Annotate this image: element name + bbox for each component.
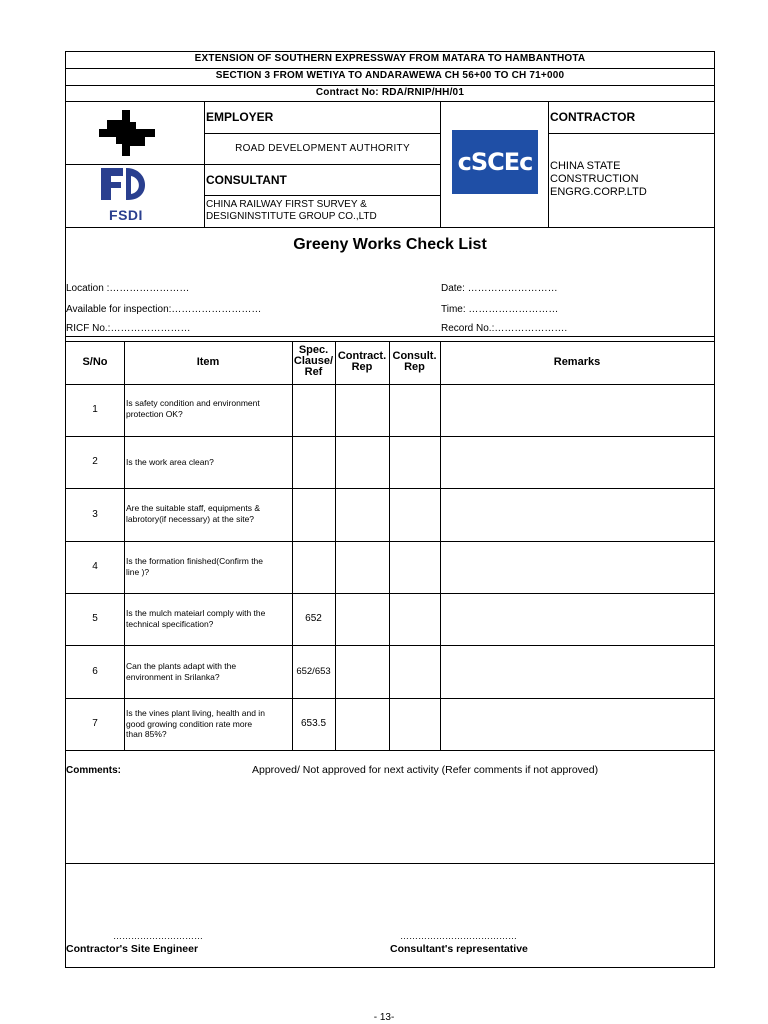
contractor-name-line-1: CHINA STATE [550,160,621,172]
row-item-line: Is safety condition and environment [126,398,260,408]
time-field: Time: ……………………… [441,304,559,315]
row-number: 2 [92,456,98,467]
header-item: Item [196,356,220,368]
employer-name: ROAD DEVELOPMENT AUTHORITY [235,143,410,154]
location-field: Location :…………………… [66,283,190,294]
header-contract-line-1: Contract. [337,350,387,362]
row-item [126,398,291,419]
row-item [126,608,291,629]
header-line-1: EXTENSION OF SOUTHERN EXPRESSWAY FROM MATARA TO HAMBANTHOTA [194,53,586,64]
row-number: 4 [92,561,98,572]
consultant-name-line-1: CHINA RAILWAY FIRST SURVEY & [206,199,367,210]
available-for-inspection-field: Available for inspection:……………………… [66,304,262,315]
row-number: 5 [92,613,98,624]
header-consult-rep [389,351,440,373]
row-item-line: Are the suitable staff, equipments & [126,503,261,513]
header-spec-line-1: Spec. [298,344,329,356]
row-item-line: than 85%? [126,729,167,739]
cscec-logo-text: cSCEc [457,148,533,176]
row-item [126,708,291,740]
header-contract-rep [335,351,389,373]
cscec-logo [452,130,538,194]
row-item-line: Is the formation finished(Confirm the [126,556,264,566]
comments-label: Comments: [66,765,122,776]
header-line-2: SECTION 3 FROM WETIYA TO ANDARAWEWA CH 56+00 TO CH 71+000 [215,70,565,81]
contractor-name-line-3: ENGRG.CORP.LTD [550,186,647,198]
row-item-line: labrotory(if necessary) at the site? [126,513,255,524]
employer-label: EMPLOYER [206,110,274,124]
checklist-title: Greeny Works Check List [293,236,487,253]
contractor-label: CONTRACTOR [550,110,636,124]
fsdi-logo [98,166,154,222]
row-spec: 653.5 [300,718,327,729]
header-consult-line-1: Consult. [392,350,437,362]
row-item-line: line )? [126,566,150,577]
consultant-signature-line: ………………………………… [400,931,517,941]
row-item-line: Is the vines plant living, health and in [126,708,265,718]
row-item-line: Is the mulch mateiarl comply with the [126,608,266,618]
row-item [126,457,291,468]
road-development-authority-logo [95,108,159,158]
header-contract-line-2: Rep [351,361,373,373]
header-spec [292,345,335,378]
consultant-representative-label: Consultant's representative [390,943,528,955]
row-spec: 652 [305,613,322,624]
header-sno: S/No [82,356,108,368]
row-number: 1 [92,404,98,415]
header-spec-line-2: Clause/ [293,355,334,367]
row-number: 3 [92,509,98,520]
row-item-line: technical specification? [126,618,214,629]
contractor-name-line-2: CONSTRUCTION [550,173,639,185]
consultant-label: CONSULTANT [206,173,287,187]
row-number: 7 [92,718,98,729]
row-spec: 652/653 [296,666,331,677]
ricf-number-field: RICF No.:…………………… [66,323,191,334]
header-remarks: Remarks [553,356,601,368]
row-item-line: environment in Srilanka? [126,671,220,682]
row-item-line: Is the work area clean? [126,457,214,467]
contractor-signature-line: ………………………… [113,931,203,941]
row-item [126,503,291,524]
fsdi-logo-text: FSDI [109,207,143,223]
row-number: 6 [92,666,98,677]
row-item-line: Can the plants adapt with the [126,661,237,671]
contractor-site-engineer-label: Contractor's Site Engineer [66,943,199,955]
row-item [126,661,291,682]
approval-text: Approved/ Not approved for next activity (Refer comments if not approved) [252,764,599,776]
row-item-line: good growing condition rate more [126,718,253,729]
page-number: - 13- [373,1012,395,1023]
contract-number: Contract No: RDA/RNIP/HH/01 [315,87,465,98]
header-spec-line-3: Ref [304,366,323,378]
header-consult-line-2: Rep [404,361,425,373]
record-number-field: Record No.:…………………. [441,323,568,334]
row-item-line: protection OK? [126,408,183,419]
consultant-name-line-2: DESIGNINSTITUTE GROUP CO.,LTD [206,211,377,222]
date-field: Date: ……………………… [441,283,558,294]
row-item [126,556,291,577]
